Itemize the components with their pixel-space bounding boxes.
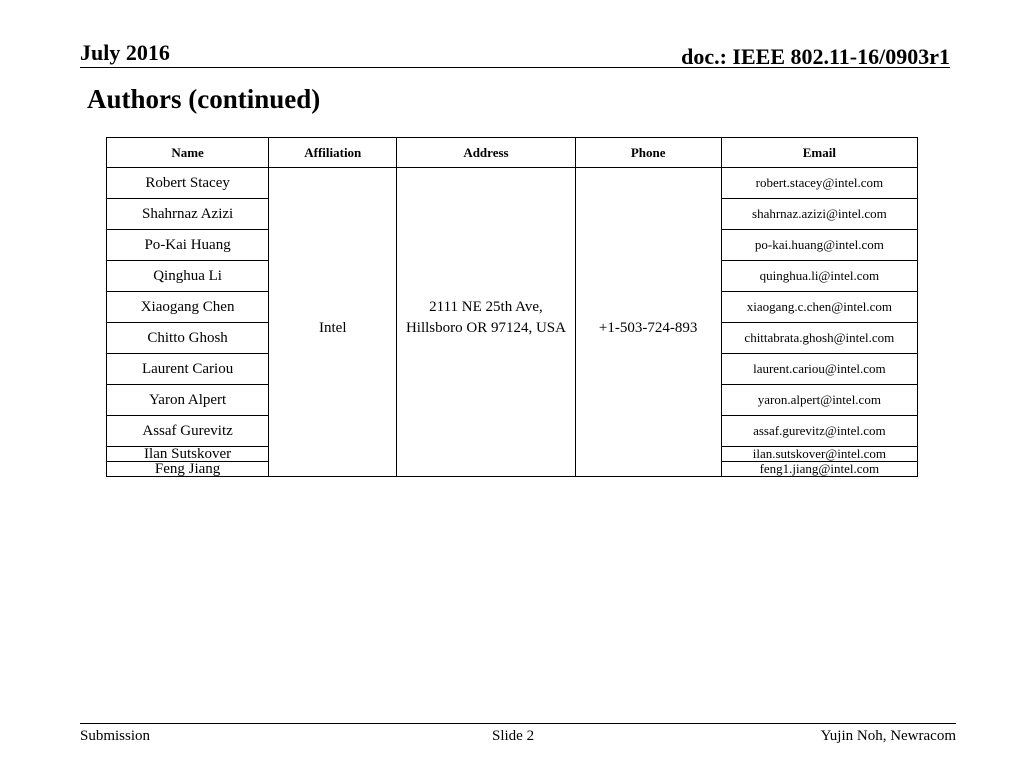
author-email: xiaogang.c.chen@intel.com [721,292,917,323]
author-name: Ilan Sutskover [107,447,269,462]
author-email: quinghua.li@intel.com [721,261,917,292]
column-header-affiliation: Affiliation [269,138,397,168]
column-header-email: Email [721,138,917,168]
author-email: shahrnaz.azizi@intel.com [721,199,917,230]
authors-table [106,137,918,477]
table-row [107,168,918,199]
affiliation-cell: Intel [269,168,397,477]
author-name: Shahrnaz Azizi [107,199,269,230]
author-email: assaf.gurevitz@intel.com [721,416,917,447]
author-name: Feng Jiang [107,462,269,477]
author-name: Assaf Gurevitz [107,416,269,447]
author-email: feng1.jiang@intel.com [721,462,917,477]
table-header-row [107,138,918,168]
footer-author: Yujin Noh, Newracom [820,728,956,744]
header-date: July 2016 [80,40,170,65]
column-header-name: Name [107,138,269,168]
author-name: Laurent Cariou [107,354,269,385]
phone-cell: +1-503-724-893 [575,168,721,477]
author-name: Qinghua Li [107,261,269,292]
author-name: Chitto Ghosh [107,323,269,354]
column-header-phone: Phone [575,138,721,168]
author-name: Robert Stacey [107,168,269,199]
address-cell: 2111 NE 25th Ave, Hillsboro OR 97124, USA [397,168,575,477]
author-name: Xiaogang Chen [107,292,269,323]
author-name: Po-Kai Huang [107,230,269,261]
author-email: robert.stacey@intel.com [721,168,917,199]
author-name: Yaron Alpert [107,385,269,416]
author-email: laurent.cariou@intel.com [721,354,917,385]
slide-title: Authors (continued) [87,84,321,114]
footer-submission: Submission [80,728,151,744]
author-email: po-kai.huang@intel.com [721,230,917,261]
column-header-address: Address [397,138,575,168]
footer-rule [80,723,956,724]
header-rule [80,67,950,68]
author-email: yaron.alpert@intel.com [721,385,917,416]
author-email: chittabrata.ghosh@intel.com [721,323,917,354]
footer-slide-number: Slide 2 [492,728,535,744]
header-doc-id: doc.: IEEE 802.11-16/0903r1 [681,44,950,69]
author-email: ilan.sutskover@intel.com [721,447,917,462]
